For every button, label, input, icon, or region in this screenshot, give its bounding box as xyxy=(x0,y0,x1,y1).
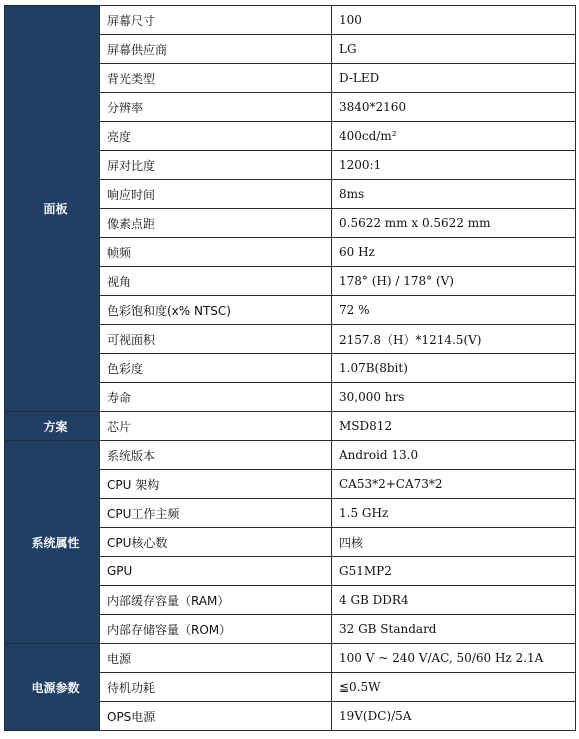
category-cell: 面板 xyxy=(5,6,100,412)
spec-value: 60 Hz xyxy=(332,238,576,267)
spec-key: 内部缓存容量（RAM） xyxy=(100,586,332,615)
spec-value: 72 % xyxy=(332,296,576,325)
spec-value: CA53*2+CA73*2 xyxy=(332,470,576,499)
spec-table-body xyxy=(5,6,576,731)
spec-table xyxy=(4,5,576,731)
spec-value: 100 xyxy=(332,6,576,35)
spec-value: 8ms xyxy=(332,180,576,209)
category-cell: 电源参数 xyxy=(5,644,100,731)
spec-value: 19V(DC)/5A xyxy=(332,702,576,731)
spec-key: 色彩饱和度(x% NTSC) xyxy=(100,296,332,325)
spec-value: Android 13.0 xyxy=(332,441,576,470)
spec-value: 3840*2160 xyxy=(332,93,576,122)
spec-key: 内部存储容量（ROM） xyxy=(100,615,332,644)
spec-key: 待机功耗 xyxy=(100,673,332,702)
spec-key: 帧频 xyxy=(100,238,332,267)
spec-value: LG xyxy=(332,35,576,64)
spec-value: MSD812 xyxy=(332,412,576,441)
spec-value: 1200:1 xyxy=(332,151,576,180)
spec-row xyxy=(5,6,576,35)
spec-key: 系统版本 xyxy=(100,441,332,470)
spec-value: G51MP2 xyxy=(332,557,576,586)
spec-key: CPU 架构 xyxy=(100,470,332,499)
spec-key: GPU xyxy=(100,557,332,586)
spec-value: 2157.8（H）*1214.5(V) xyxy=(332,325,576,354)
spec-value: 1.07B(8bit) xyxy=(332,354,576,383)
spec-value: 400cd/m² xyxy=(332,122,576,151)
spec-value: 1.5 GHz xyxy=(332,499,576,528)
spec-key: 寿命 xyxy=(100,383,332,412)
spec-key: 响应时间 xyxy=(100,180,332,209)
spec-row xyxy=(5,644,576,673)
spec-key: 可视面积 xyxy=(100,325,332,354)
spec-value: ≦0.5W xyxy=(332,673,576,702)
spec-value: 32 GB Standard xyxy=(332,615,576,644)
spec-value: 178° (H) / 178° (V) xyxy=(332,267,576,296)
spec-key: 分辨率 xyxy=(100,93,332,122)
spec-value: 30,000 hrs xyxy=(332,383,576,412)
spec-key: 视角 xyxy=(100,267,332,296)
spec-row xyxy=(5,441,576,470)
spec-table-container xyxy=(4,5,576,731)
spec-key: 色彩度 xyxy=(100,354,332,383)
spec-value: D-LED xyxy=(332,64,576,93)
spec-row xyxy=(5,412,576,441)
category-cell: 方案 xyxy=(5,412,100,441)
spec-key: CPU核心数 xyxy=(100,528,332,557)
spec-value: 4 GB DDR4 xyxy=(332,586,576,615)
spec-key: 亮度 xyxy=(100,122,332,151)
spec-key: 芯片 xyxy=(100,412,332,441)
spec-value: 四核 xyxy=(332,528,576,557)
spec-key: 像素点距 xyxy=(100,209,332,238)
category-cell: 系统属性 xyxy=(5,441,100,644)
spec-value: 0.5622 mm x 0.5622 mm xyxy=(332,209,576,238)
spec-key: 屏对比度 xyxy=(100,151,332,180)
spec-key: OPS电源 xyxy=(100,702,332,731)
spec-key: 屏幕供应商 xyxy=(100,35,332,64)
spec-key: 屏幕尺寸 xyxy=(100,6,332,35)
spec-key: 背光类型 xyxy=(100,64,332,93)
spec-key: 电源 xyxy=(100,644,332,673)
spec-value: 100 V ~ 240 V/AC, 50/60 Hz 2.1A xyxy=(332,644,576,673)
spec-key: CPU工作主频 xyxy=(100,499,332,528)
